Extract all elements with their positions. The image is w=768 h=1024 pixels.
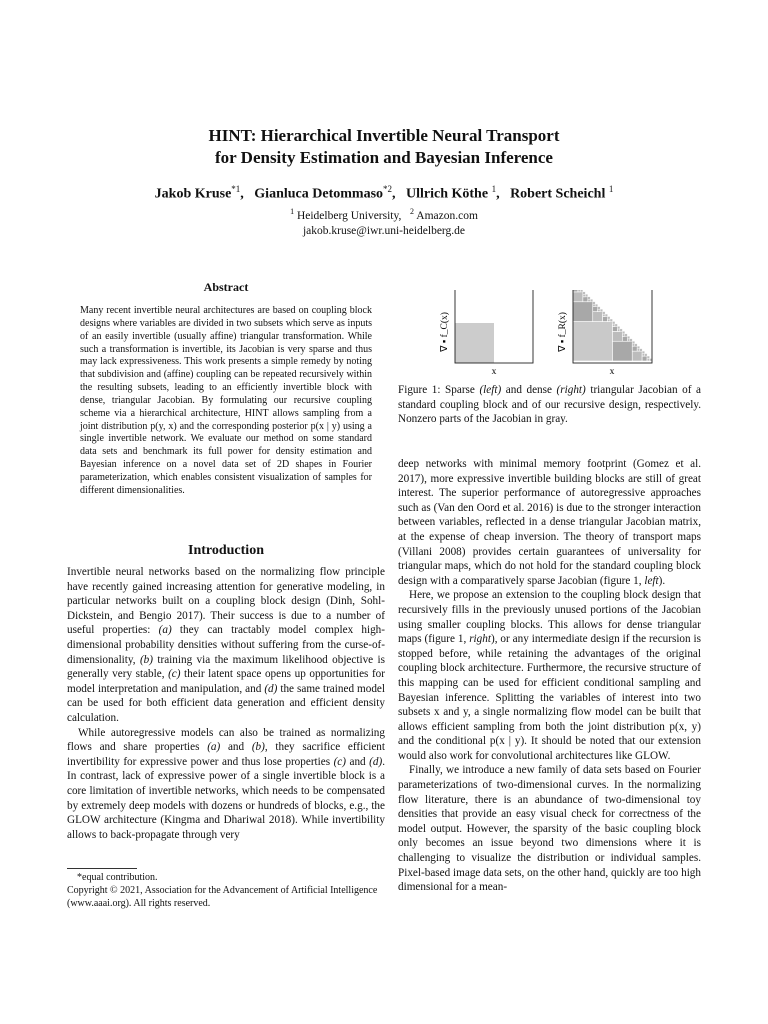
jacobian-cell (598, 307, 600, 309)
jacobian-block (632, 344, 634, 346)
jacobian-block (573, 292, 583, 302)
right-paragraph-2: Here, we propose an extension to the coupling block design that recursively fills in the previously unused portions of the Jacobian using smaller coupling blocks. This allows for dense triangular maps (figure 1, right), or any intermediate design if the recursion is stopped before, while retaining the advantages of the original coupling block architecture. Furthermore, the recursive structure of this mapping can be used for efficient conditional sampling and Bayesian inference. Splitting the variables of interest into two subsets x and y, a single normalizing flow model can be built that allows efficient sampling from both the joint distribution p(x, y) and the conditional p(x | y). It should be noted that our extension would also work for convolutional architectures like GLOW. (398, 589, 702, 762)
copyright-notice: Copyright © 2021, Association for the Advancement of Artificial Intelligence (www.aaai.org). All rights reserved. (67, 884, 378, 909)
jacobian-cell (583, 292, 585, 294)
jacobian-cell (622, 331, 624, 333)
right-paragraph-3: Finally, we introduce a new family of data sets based on Fourier parameterizations of two-dimensional curves. In the normalizing flow literature, there is an abundance of two-dimensional toy densities that provide an easy visual check for correctness of the model output. However, the sparsity of the basic coupling block only becomes an issue beyond two dimensions where it is challenging to visualize the distribution or individual samples. Pixel-based image data sets, on the other hand, quickly are too high dimensional for a mean- (398, 764, 701, 894)
jacobian-cell (595, 304, 597, 306)
author-mark: *2 (383, 184, 393, 194)
author-list: Jakob Kruse$^{*1}$, Gianluca Detommaso$^{*2}$, Ullrich Köthe $^1$, Robert Scheichl $^1$ (154, 184, 614, 202)
author-mark: 1 (491, 184, 497, 194)
author-name: Jakob Kruse (154, 186, 232, 202)
jacobian-block (627, 339, 629, 341)
jacobian-block (593, 304, 595, 306)
jacobian-cell (625, 334, 627, 336)
section-heading-introduction: Introduction (188, 543, 264, 558)
jacobian-cell (603, 312, 605, 314)
jacobian-block (588, 299, 590, 301)
jacobian-block (573, 302, 593, 322)
jacobian-block (583, 294, 585, 296)
jacobian-cell (588, 297, 590, 299)
jacobian-block (613, 341, 633, 361)
author-name: Ullrich Köthe (406, 186, 489, 202)
jacobian-block (573, 322, 613, 362)
jacobian-block (613, 324, 615, 326)
figure-1-caption: Figure 1: Sparse (left) and dense (right) triangular Jacobian of a standard coupling block and of our recursive design, respectively. Nonzero parts of the Jacobian in gray. (398, 384, 701, 426)
jacobian-block (603, 317, 608, 322)
footnote-equal-contribution: *equal contribution. (77, 872, 158, 883)
jacobian-cell (642, 351, 644, 353)
author-email: jakob.kruse@iwr.uni-heidelberg.de (302, 224, 466, 237)
jacobian-block (603, 314, 605, 316)
jacobian-cell (630, 339, 632, 341)
abstract-text: Many recent invertible neural architectures are based on coupling block designs where variables are divided in two subsets which serve as inputs of an easily invertible (usually affine) triangular transformation. While such a transformation is invertible, its Jacobian is very sparse and thus may lack expressiveness. This work presents a simple remedy by noting that subdivision and (affine) coupling can be repeated recursively within the resulting subsets, leading to an efficiently invertible block with dense, triangular Jacobian. By formulating our recursive coupling scheme via a hierarchical architecture, HINT allows sampling from a joint distribution p(y, x) and the corresponding posterior p(x | y) using a single invertible network. We evaluate our method on some standard data sets and benchmark its full power for density estimation and Bayesian inference on a novel data set of 2D shapes in Fourier parameterization, which enables consistent visualization of samples for different dimensionalities. (80, 305, 372, 496)
title-line-2: for Density Estimation and Bayesian Inference (215, 148, 553, 167)
jacobian-cell (600, 309, 602, 311)
jacobian-cell (647, 356, 649, 358)
author-name: Gianluca Detommaso (254, 186, 384, 202)
title-line-1: HINT: Hierarchical Invertible Neural Transport (208, 126, 560, 145)
jacobian-block (647, 359, 649, 361)
jacobian-cell (593, 302, 595, 304)
jacobian-block (642, 354, 644, 356)
footnote (67, 872, 385, 910)
jacobian-block (613, 326, 618, 331)
jacobian-cell (610, 319, 612, 321)
jacobian-cell (645, 354, 647, 356)
jacobian-cell (613, 322, 615, 324)
left-jacobian-gray (455, 323, 494, 363)
jacobian-cell (635, 344, 637, 346)
jacobian-cell (605, 314, 607, 316)
author-mark: *1 (231, 184, 241, 194)
author-name: Robert Scheichl (510, 186, 606, 202)
affiliation-1: Heidelberg University, (296, 209, 402, 222)
jacobian-block (608, 319, 610, 321)
affil-mark: 1 (290, 207, 295, 216)
affiliation-2: Amazon.com (416, 209, 478, 222)
jacobian-cell (580, 290, 582, 292)
jacobian-block (583, 297, 588, 302)
abstract-body (80, 305, 372, 498)
jacobian-block (613, 331, 623, 341)
jacobian-cell (640, 349, 642, 351)
jacobian-cell (637, 346, 639, 348)
left-ylabel: ∇ ▪ f_C(x) (440, 312, 450, 352)
affiliations (0, 204, 768, 239)
left-xlabel: x (491, 367, 497, 377)
figure-1-jacobians (428, 290, 668, 378)
paper-title (0, 125, 768, 169)
jacobian-block (632, 346, 637, 351)
jacobian-block (632, 351, 642, 361)
right-xlabel: x (609, 367, 615, 377)
jacobian-cell (608, 317, 610, 319)
jacobian-block (573, 290, 578, 292)
jacobian-cell (617, 326, 619, 328)
right-column-body (398, 457, 701, 895)
jacobian-block (593, 312, 603, 322)
jacobian-block (598, 309, 600, 311)
jacobian-cell (627, 336, 629, 338)
jacobian-cell (590, 299, 592, 301)
jacobian-block (642, 356, 647, 361)
jacobian-block (622, 334, 624, 336)
jacobian-cell (620, 329, 622, 331)
abstract-heading: Abstract (203, 280, 249, 294)
jacobian-block (617, 329, 619, 331)
right-jacobian-dense (573, 290, 652, 361)
affil-mark: 2 (410, 207, 415, 216)
jacobian-block (593, 307, 598, 312)
intro-paragraph-1: Invertible neural networks based on the normalizing flow principle have recently gained increasing attention for generative modeling, in particular networks built on a coupling block design (Dinh, Sohl-Dickstein, and Bengio 2017). Their success is due to a number of useful properties: (a) they can tractably model complex high-dimensional probability densities without suffering from the curse-of-dimensionality, (b) training via the maximum likelihood objective is generally very stable, (c) their latent space opens up opportunities for model interpretation and manipulation, and (d) the same trained model can be used for both efficient data generation and efficient density calculation. (67, 566, 385, 724)
jacobian-block (622, 336, 627, 341)
author-mark: 1 (608, 184, 614, 194)
jacobian-cell (615, 324, 617, 326)
introduction-body (67, 565, 385, 842)
intro-paragraph-2: While autoregressive models can also be trained as normalizing flows and share properties (a) and (b), they sacrifice efficient invertibility for expressive power and thus lose properties (c) and (d). In contrast, lack of expressive power of a single invertible block is a core limitation of invertible networks, which needs to be compensated by extremely deep models with dozens or hundreds of blocks, e.g., the GLOW architecture (Kingma and Dhariwal 2018). While invertibility allows to back-propagate through very (67, 726, 385, 841)
right-ylabel: ∇ ▪ f_R(x) (558, 312, 568, 352)
jacobian-block (578, 290, 580, 292)
jacobian-block (637, 349, 639, 351)
jacobian-cell (585, 294, 587, 296)
jacobian-cell (632, 341, 634, 343)
right-paragraph-1: deep networks with minimal memory footprint (Gomez et al. 2017), more expressive invertible building blocks are still of great interest. The superior performance of autoregressive approaches such as (Van den Oord et al. 2016) is due to the stronger interaction between variables, reflected in a dense triangular Jacobian matrix, at the expense of cheap inversion. The theory of transport maps (Villani 2008) provides certain guarantees of universality for triangular maps, which do not hold for the standard coupling block design with a comparatively sparse Jacobian (figure 1, left). (398, 458, 701, 587)
footnote-rule (67, 868, 137, 869)
